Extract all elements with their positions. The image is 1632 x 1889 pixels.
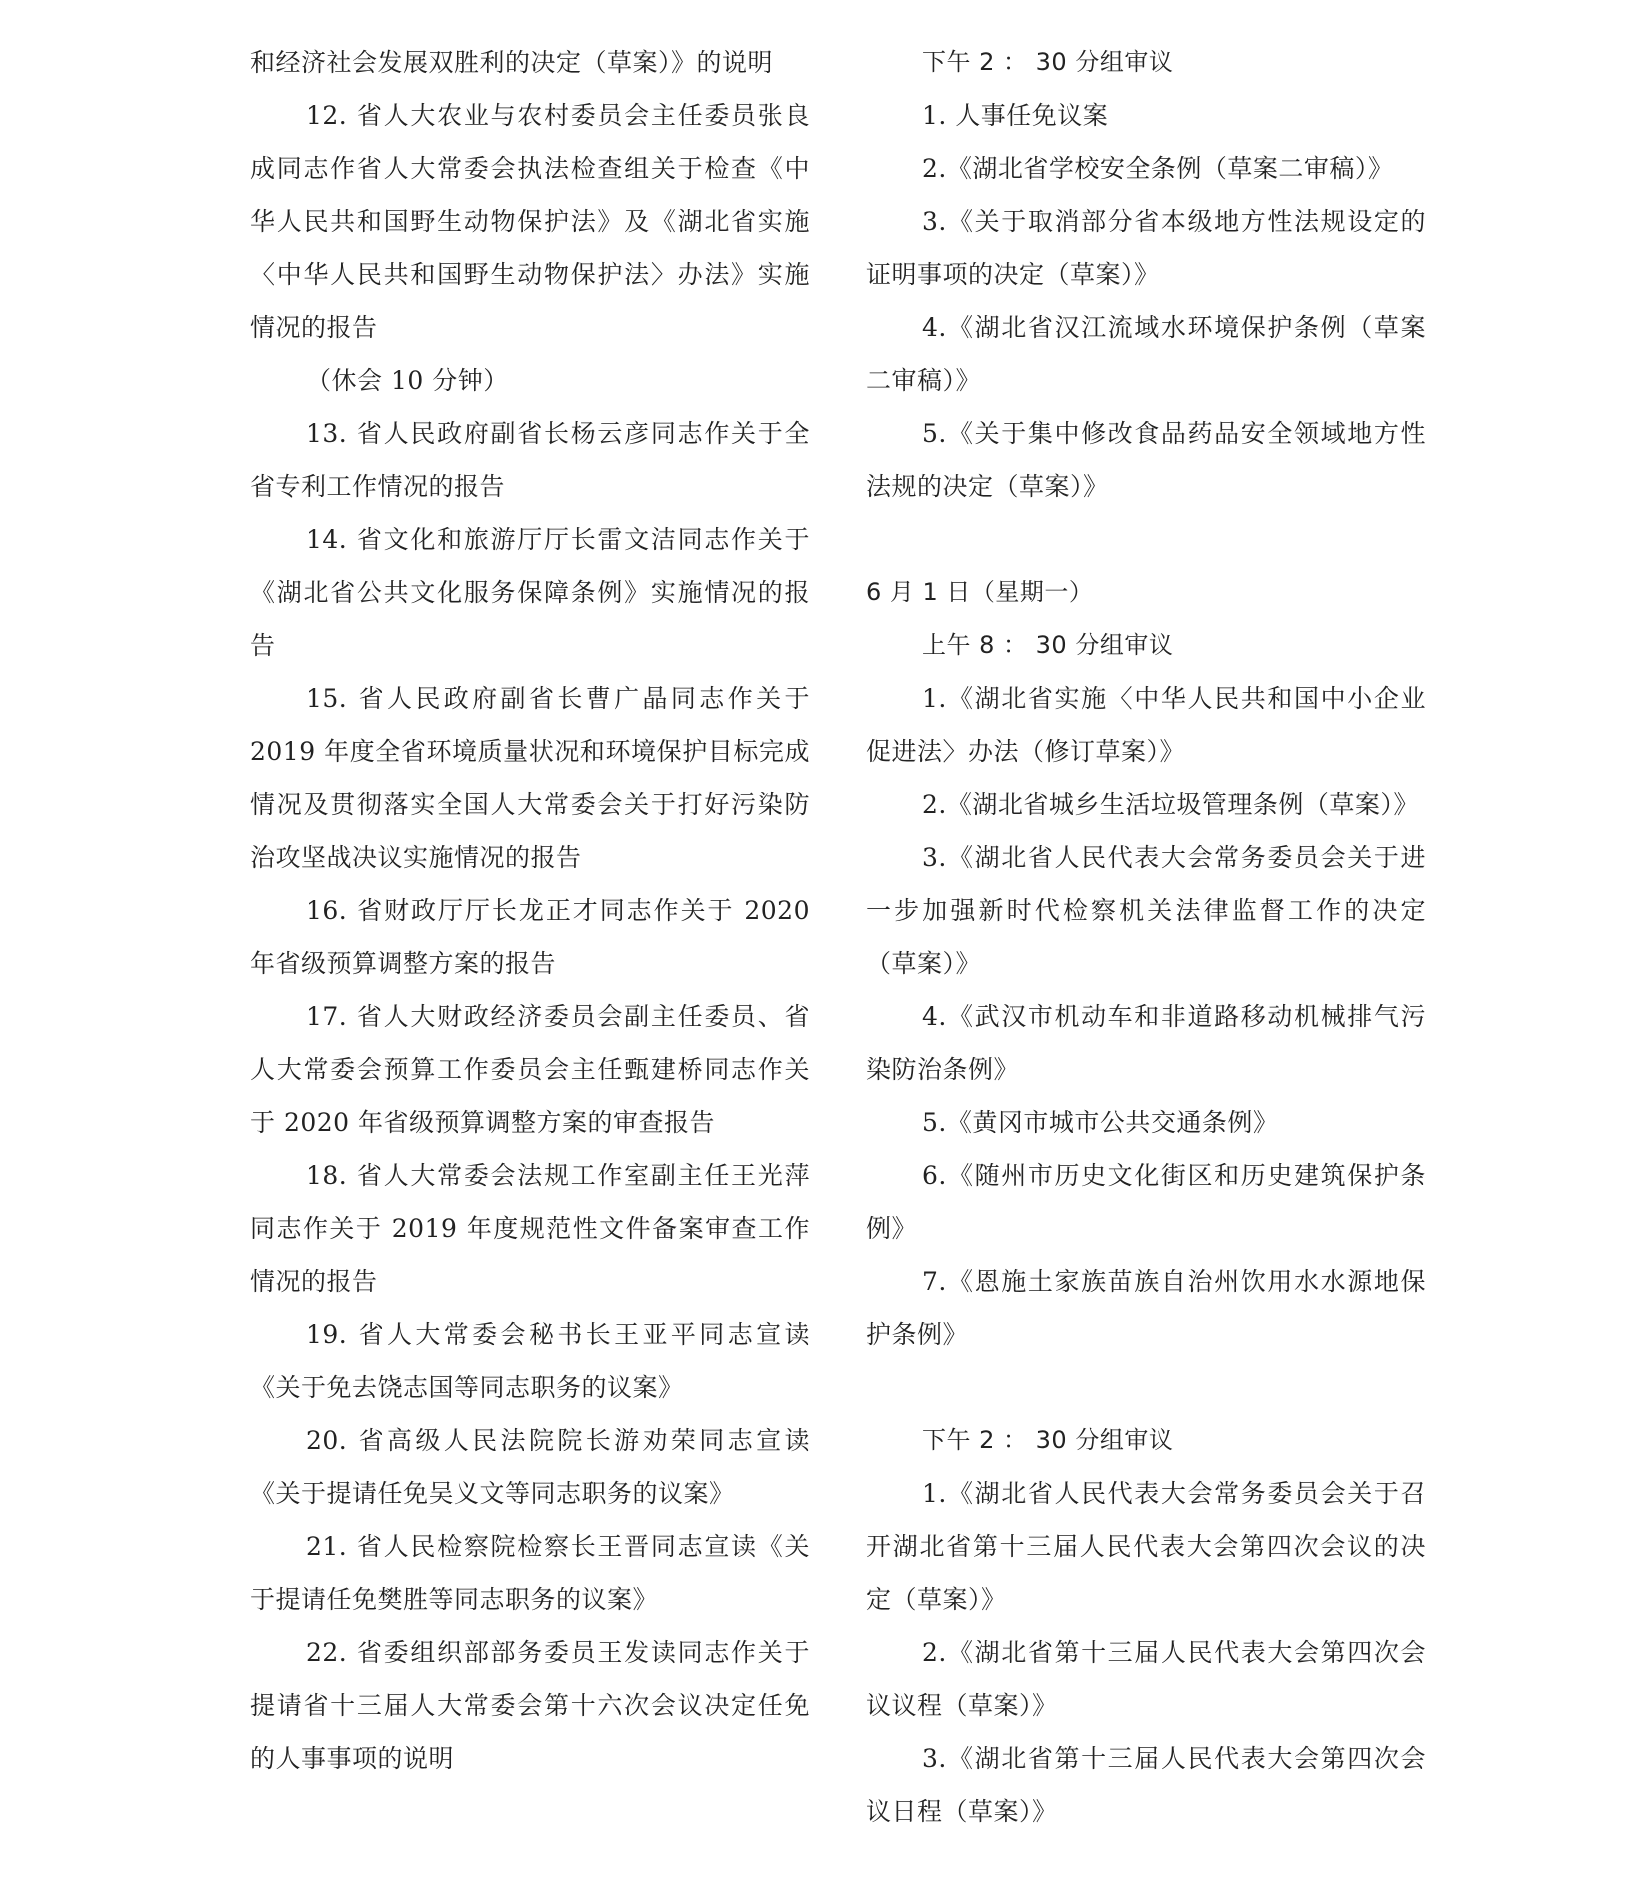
session3-item-2: 2.《湖北省第十三届人民代表大会第四次会议议程（草案）》: [866, 1638, 1426, 1720]
agenda-item-15: 15. 省人民政府副省长曹广晶同志作关于2019 年度全省环境质量状况和环境保护目标完成情况及贯彻落实全国人大常委会关于打好污染防治攻坚战决议实施情况的报告: [250, 684, 810, 872]
session1-item-2: 2.《湖北省学校安全条例（草案二审稿）》: [922, 154, 1394, 183]
agenda-item-12: 12. 省人大农业与农村委员会主任委员张良成同志作省人大常委会执法检查组关于检查《中华人民共和国野生动物保护法》及《湖北省实施〈中华人民共和国野生动物保护法〉办法》实施情况的报告: [250, 101, 810, 342]
agenda-item-13: 13. 省人民政府副省长杨云彦同志作关于全省专利工作情况的报告: [250, 419, 810, 501]
recess-note: （休会 10 分钟）: [306, 366, 509, 395]
session1-item-3: 3.《关于取消部分省本级地方性法规设定的证明事项的决定（草案）》: [866, 207, 1426, 289]
session-heading: 下午 2 ： 30 分组审议: [922, 48, 1174, 76]
session2-item-7: 7.《恩施土家族苗族自治州饮用水水源地保护条例》: [866, 1267, 1426, 1349]
agenda-item-22: 22. 省委组织部部务委员王发读同志作关于提请省十三届人大常委会第十六次会议决定任免的人事事项的说明: [250, 1638, 810, 1773]
left-column: [250, 36, 810, 1785]
agenda-item-17: 17. 省人大财政经济委员会副主任委员、省人大常委会预算工作委员会主任甄建桥同志作关于 2020 年省级预算调整方案的审查报告: [250, 1002, 810, 1137]
spacer: [866, 513, 1426, 566]
agenda-item-16: 16. 省财政厅厅长龙正才同志作关于 2020 年省级预算调整方案的报告: [250, 896, 810, 978]
session2-item-5: 5.《黄冈市城市公共交通条例》: [922, 1108, 1279, 1137]
session1-item-5: 5.《关于集中修改食品药品安全领域地方性法规的决定（草案）》: [866, 419, 1426, 501]
session2-item-2: 2.《湖北省城乡生活垃圾管理条例（草案）》: [922, 790, 1419, 819]
agenda-item-21: 21. 省人民检察院检察长王晋同志宣读《关于提请任免樊胜等同志职务的议案》: [250, 1532, 810, 1614]
session3-item-1: 1.《湖北省人民代表大会常务委员会关于召开湖北省第十三届人民代表大会第四次会议的决定（草案）》: [866, 1479, 1426, 1614]
session2-item-1: 1.《湖北省实施〈中华人民共和国中小企业促进法〉办法（修订草案）》: [866, 684, 1426, 766]
session-heading: 下午 2 ： 30 分组审议: [922, 1426, 1174, 1454]
paragraph-continued: 和经济社会发展双胜利的决定（草案）》的说明: [250, 48, 774, 77]
agenda-item-14: 14. 省文化和旅游厅厅长雷文洁同志作关于《湖北省公共文化服务保障条例》实施情况的报告: [250, 525, 810, 660]
session2-item-4: 4.《武汉市机动车和非道路移动机械排气污染防治条例》: [866, 1002, 1426, 1084]
agenda-item-18: 18. 省人大常委会法规工作室副主任王光萍同志作关于 2019 年度规范性文件备案审查工作情况的报告: [250, 1161, 810, 1296]
spacer: [866, 1361, 1426, 1414]
session2-item-3: 3.《湖北省人民代表大会常务委员会关于进一步加强新时代检察机关法律监督工作的决定（草案）》: [866, 843, 1426, 978]
session1-item-4: 4.《湖北省汉江流域水环境保护条例（草案二审稿）》: [866, 313, 1426, 395]
session1-item-1: 1. 人事任免议案: [922, 101, 1109, 130]
session-heading: 上午 8 ： 30 分组审议: [922, 631, 1174, 659]
session3-item-3: 3.《湖北省第十三届人民代表大会第四次会议日程（草案）》: [866, 1744, 1426, 1826]
right-column: [866, 36, 1426, 1838]
session2-item-6: 6.《随州市历史文化街区和历史建筑保护条例》: [866, 1161, 1426, 1243]
agenda-item-20: 20. 省高级人民法院院长游劝荣同志宣读《关于提请任免吴义文等同志职务的议案》: [250, 1426, 810, 1508]
date-heading: 6 月 1 日（星期一）: [866, 578, 1094, 606]
agenda-item-19: 19. 省人大常委会秘书长王亚平同志宣读《关于免去饶志国等同志职务的议案》: [250, 1320, 810, 1402]
